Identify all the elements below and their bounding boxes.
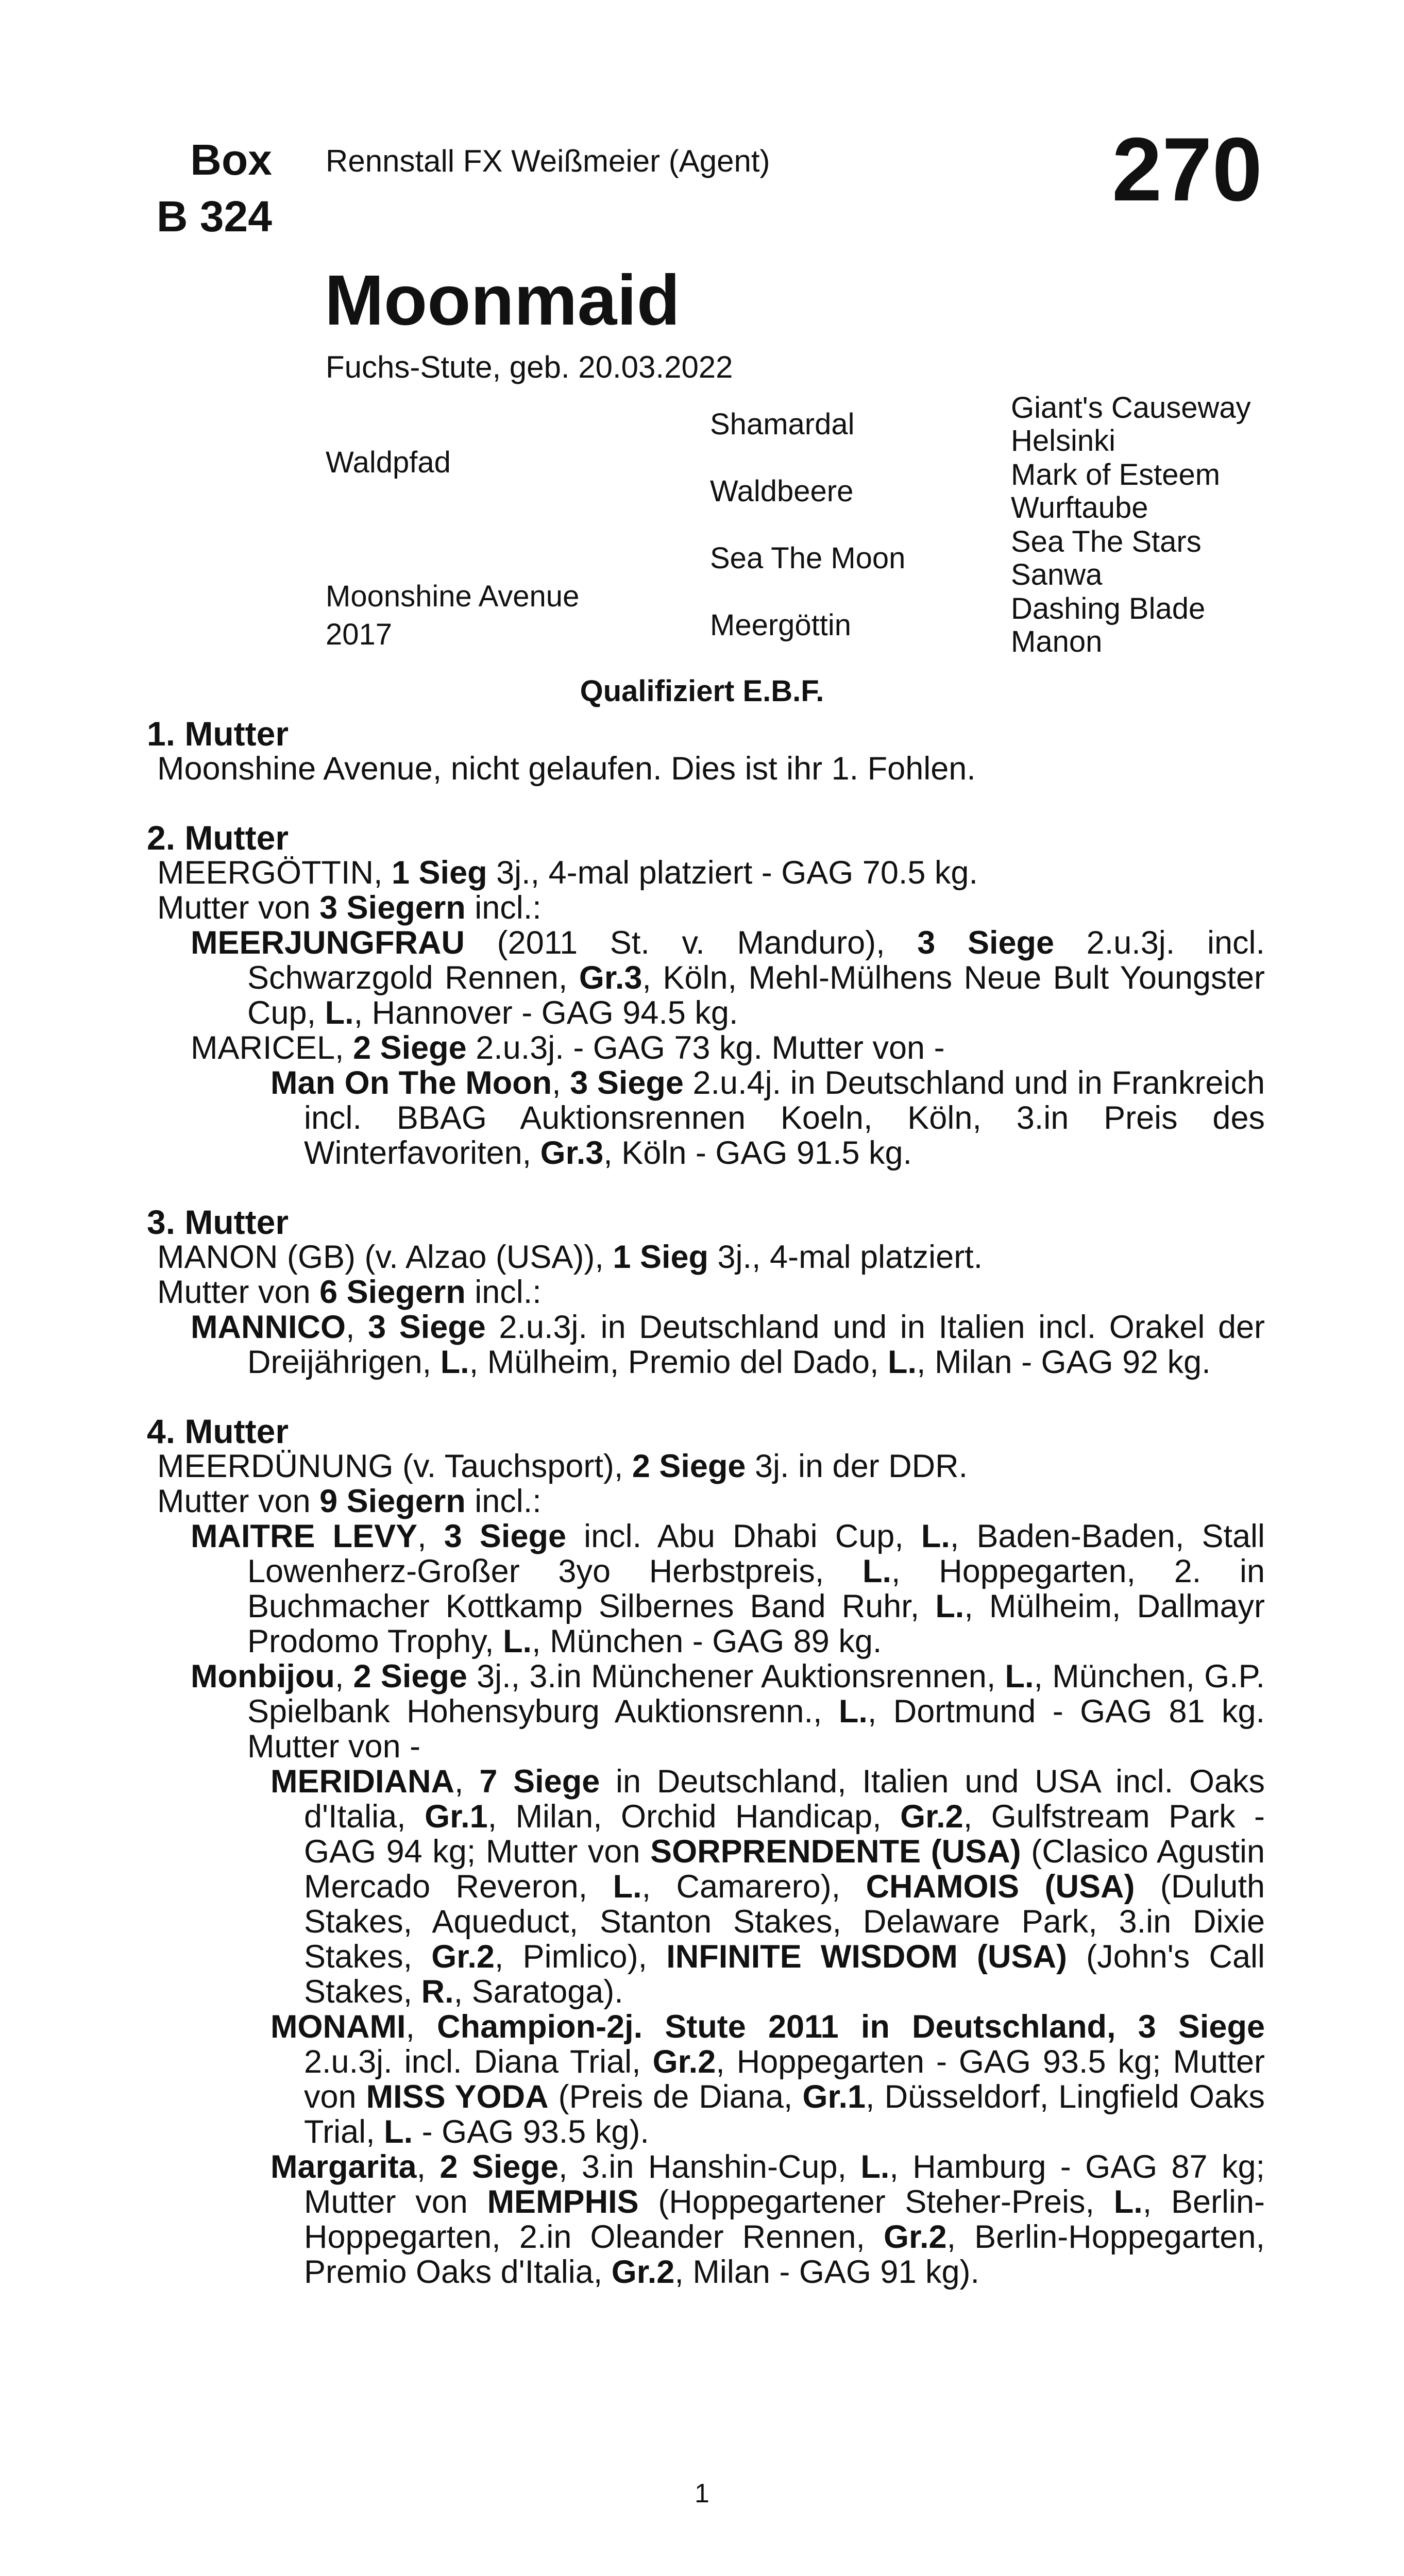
pedigree-ggp-7: Dashing Blade xyxy=(1011,592,1206,625)
pedigree-ggp-2: Helsinki xyxy=(1011,424,1116,457)
pedigree-ggp-4: Wurftaube xyxy=(1011,491,1148,524)
pedigree-dam-year: 2017 xyxy=(326,618,393,651)
third-dam-produce-intro: Mutter von 6 Siegern incl.: xyxy=(157,1274,542,1310)
produce-entry: MARICEL, 2 Siege 2.u.3j. - GAG 73 kg. Mutter von - xyxy=(191,1030,945,1066)
qualification-note: Qualifiziert E.B.F. xyxy=(580,674,824,708)
produce-entry: MONAMI, Champion-2j. Stute 2011 in Deutschland, 3 Siege 2.u.3j. incl. Diana Trial, Gr.2, Hoppegarten - GAG 93.5 kg; Mutter von MISS YODA (Preis de Diana, Gr.1, Düsseldorf, Lingfield Oaks Trial, L. - GAG 93.5 kg). xyxy=(270,2009,1265,2150)
produce-entry: MERIDIANA, 7 Siege in Deutschland, Italien und USA incl. Oaks d'Italia, Gr.1, Milan, Orchid Handicap, Gr.2, Gulfstream Park - GAG 94 kg; Mutter von SORPRENDENTE (USA) (Clasico Agustin Mercado Reveron, L., Camarero), CHAMOIS (USA) (Duluth Stakes, Aqueduct, Stanton Stakes, Delaware Park, 3.in Dixie Stakes, Gr.2, Pimlico), INFINITE WISDOM (USA) (John's Call Stakes, R., Saratoga). xyxy=(270,1764,1265,2010)
box-number: B 324 xyxy=(156,192,272,241)
pedigree-sire-dam: Waldbeere xyxy=(710,474,854,508)
pedigree-ggp-5: Sea The Stars xyxy=(1011,525,1202,558)
section-heading-fourth-dam: 4. Mutter xyxy=(147,1412,289,1450)
produce-entry: Margarita, 2 Siege, 3.in Hanshin-Cup, L., Hamburg - GAG 87 kg; Mutter von MEMPHIS (Hoppegartener Steher-Preis, L., Berlin-Hoppegarten, 2.in Oleander Rennen, Gr.2, Berlin-Hoppegarten, Premio Oaks d'Italia, Gr.2, Milan - GAG 91 kg). xyxy=(270,2149,1265,2290)
second-dam-record: MEERGÖTTIN, 1 Sieg 3j., 4-mal platziert - GAG 70.5 kg. xyxy=(157,855,978,891)
pedigree-ggp-6: Sanwa xyxy=(1011,558,1103,591)
produce-entry: Monbijou, 2 Siege 3j., 3.in Münchener Auktionsrennen, L., München, G.P. Spielbank Hohensyburg Auktionsrenn., L., Dortmund - GAG 81 kg. Mutter von - xyxy=(191,1658,1265,1765)
box-label: Box xyxy=(190,135,272,184)
third-dam-record: MANON (GB) (v. Alzao (USA)), 1 Sieg 3j., 4-mal platziert. xyxy=(157,1239,983,1275)
page-number: 1 xyxy=(695,2479,709,2509)
fourth-dam-produce-intro: Mutter von 9 Siegern incl.: xyxy=(157,1483,542,1519)
produce-entry: Man On The Moon, 3 Siege 2.u.4j. in Deutschland und in Frankreich incl. BBAG Auktionsrennen Koeln, Köln, 3.in Preis des Winterfavoriten, Gr.3, Köln - GAG 91.5 kg. xyxy=(270,1065,1265,1171)
pedigree-sire-sire: Shamardal xyxy=(710,408,855,441)
pedigree-dam-dam: Meergöttin xyxy=(710,608,852,642)
catalogue-number: 270 xyxy=(1112,120,1262,220)
first-dam-text: Moonshine Avenue, nicht gelaufen. Dies ist ihr 1. Fohlen. xyxy=(157,751,976,787)
pedigree-ggp-8: Manon xyxy=(1011,625,1103,658)
horse-description: Fuchs-Stute, geb. 20.03.2022 xyxy=(326,350,733,384)
section-heading-first-dam: 1. Mutter xyxy=(147,715,289,753)
agent-name: Rennstall FX Weißmeier (Agent) xyxy=(326,144,770,178)
fourth-dam-record: MEERDÜNUNG (v. Tauchsport), 2 Siege 3j. in der DDR. xyxy=(157,1448,968,1484)
pedigree-ggp-3: Mark of Esteem xyxy=(1011,458,1221,492)
produce-entry: MAITRE LEVY, 3 Siege incl. Abu Dhabi Cup, L., Baden-Baden, Stall Lowenherz-Großer 3yo Herbstpreis, L., Hoppegarten, 2. in Buchmacher Kottkamp Silbernes Band Ruhr, L., Mülheim, Dallmayr Prodomo Trophy, L., München - GAG 89 kg. xyxy=(191,1518,1265,1659)
section-heading-third-dam: 3. Mutter xyxy=(147,1203,289,1241)
family-details xyxy=(147,716,1265,2290)
produce-entry: MANNICO, 3 Siege 2.u.3j. in Deutschland und in Italien incl. Orakel der Dreijährigen, L., Mülheim, Premio del Dado, L., Milan - GAG 92 kg. xyxy=(191,1309,1265,1380)
second-dam-produce-intro: Mutter von 3 Siegern incl.: xyxy=(157,890,542,926)
section-heading-second-dam: 2. Mutter xyxy=(147,819,289,857)
pedigree-sire: Waldpfad xyxy=(326,446,451,479)
pedigree-dam-sire: Sea The Moon xyxy=(710,541,906,575)
produce-entry: MEERJUNGFRAU (2011 St. v. Manduro), 3 Siege 2.u.3j. incl. Schwarzgold Rennen, Gr.3, Köln, Mehl-Mülhens Neue Bult Youngster Cup, L., Hannover - GAG 94.5 kg. xyxy=(191,925,1265,1031)
pedigree-ggp-1: Giant's Causeway xyxy=(1011,391,1251,425)
pedigree-dam: Moonshine Avenue xyxy=(326,580,580,613)
horse-name: Moonmaid xyxy=(325,261,680,340)
